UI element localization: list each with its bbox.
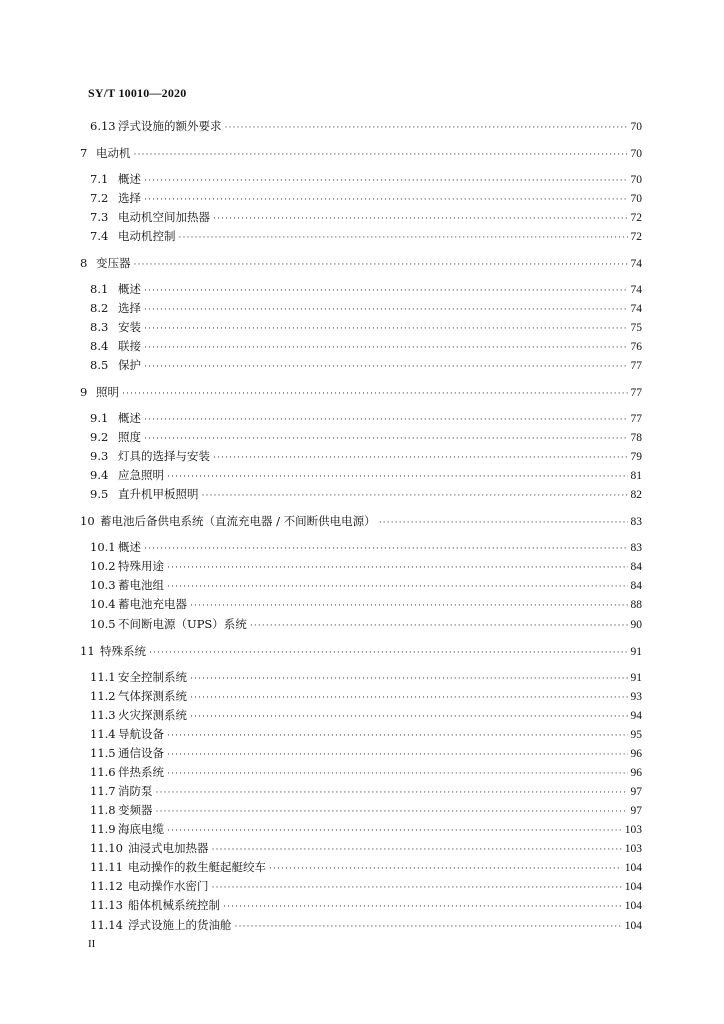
dot-leader [213, 211, 628, 225]
toc-entry-number: 9 [80, 385, 88, 399]
toc-entry-number: 10 [80, 514, 95, 528]
toc-entry-page: 97 [630, 805, 642, 817]
toc-entry[interactable] [90, 803, 642, 818]
toc-entry-page: 79 [630, 451, 642, 463]
toc-entry-page: 91 [630, 646, 642, 658]
toc-entry-page: 103 [624, 824, 642, 836]
toc-entry-page: 104 [624, 900, 642, 912]
toc-entry-title: 概述 [118, 172, 141, 186]
toc-entry-number: 11.8 [90, 803, 116, 817]
toc-entry-title: 船体机械系统控制 [128, 898, 220, 912]
dot-leader [144, 321, 628, 335]
toc-entry-page: 96 [630, 767, 642, 779]
toc-entry[interactable] [90, 320, 642, 335]
toc-entry-title: 照明 [96, 385, 119, 399]
toc-entry-number: 8.1 [90, 282, 109, 296]
dot-leader [144, 412, 628, 426]
toc-entry-title: 特殊系统 [100, 644, 146, 658]
dot-leader [134, 257, 628, 271]
toc-entry[interactable] [90, 172, 642, 187]
dot-leader [149, 645, 628, 659]
toc-entry[interactable] [80, 385, 642, 400]
toc-entry-number: 8.4 [90, 339, 109, 353]
toc-entry-page: 70 [630, 174, 642, 186]
dot-leader [144, 192, 628, 206]
toc-entry-title: 消防泵 [118, 784, 153, 798]
dot-leader [167, 560, 628, 574]
dot-leader [144, 302, 628, 316]
dot-leader [190, 598, 628, 612]
toc-entry-page: 97 [630, 786, 642, 798]
toc-entry[interactable] [90, 540, 642, 555]
toc-entry-number: 7.4 [90, 229, 109, 243]
toc-entry-number: 9.4 [90, 468, 109, 482]
toc-entry-title: 选择 [118, 191, 141, 205]
toc-entry-number: 11 [80, 644, 95, 658]
toc-entry[interactable] [90, 301, 642, 316]
dot-leader [167, 728, 628, 742]
toc-entry[interactable] [90, 841, 642, 856]
toc-entry[interactable] [90, 708, 642, 723]
toc-entry-title: 概述 [118, 282, 141, 296]
toc-entry-number: 9.5 [90, 487, 109, 501]
dot-leader [167, 469, 628, 483]
toc-entry-title: 电动机 [96, 146, 131, 160]
toc-entry-title: 特殊用途 [118, 559, 164, 573]
toc-entry[interactable] [90, 358, 642, 373]
toc-entry-number: 10.1 [90, 540, 116, 554]
dot-leader [144, 541, 628, 555]
toc-entry-title: 电动机控制 [118, 229, 176, 243]
toc-entry[interactable] [90, 339, 642, 354]
toc-entry-page: 78 [630, 432, 642, 444]
toc-entry-title: 气体探测系统 [118, 689, 187, 703]
toc-entry-page: 72 [630, 231, 642, 243]
dot-leader [225, 120, 628, 134]
toc-entry-page: 77 [630, 413, 642, 425]
toc-entry-number: 11.2 [90, 689, 116, 703]
toc-entry-title: 选择 [118, 301, 141, 315]
toc-entry-number: 11.7 [90, 784, 116, 798]
dot-leader [190, 709, 628, 723]
toc-entry-page: 81 [630, 470, 642, 482]
toc-entry-page: 91 [630, 672, 642, 684]
dot-leader [144, 431, 628, 445]
toc-entry-page: 88 [630, 599, 642, 611]
toc-entry-title: 导航设备 [118, 727, 164, 741]
dot-leader [167, 579, 628, 593]
toc-entry-title: 电动操作的救生艇起艇绞车 [128, 860, 266, 874]
dot-leader [250, 618, 628, 632]
toc-entry-number: 7 [80, 146, 88, 160]
toc-entry-title: 安装 [118, 320, 141, 334]
toc-entry[interactable] [90, 449, 642, 464]
dot-leader [223, 899, 622, 913]
toc-entry[interactable] [90, 430, 642, 445]
dot-leader [144, 173, 628, 187]
toc-entry-page: 70 [630, 121, 642, 133]
toc-entry-number: 10.2 [90, 559, 116, 573]
toc-entry[interactable] [90, 898, 642, 913]
dot-leader [202, 488, 628, 502]
toc-entry-title: 通信设备 [118, 746, 164, 760]
toc-entry-page: 84 [630, 561, 642, 573]
toc-entry-number: 8.5 [90, 358, 109, 372]
toc-entry-number: 10.3 [90, 578, 116, 592]
toc-entry-title: 概述 [118, 540, 141, 554]
toc-entry[interactable] [90, 487, 642, 502]
toc-entry[interactable] [80, 256, 642, 271]
toc-entry[interactable] [90, 597, 642, 612]
toc-entry[interactable] [90, 559, 642, 574]
toc-entry[interactable] [90, 119, 642, 134]
toc-entry-title: 蓄电池后备供电系统（直流充电器 / 不间断供电电源） [100, 514, 376, 528]
toc-entry-page: 74 [630, 284, 642, 296]
dot-leader [144, 359, 628, 373]
dot-leader [122, 386, 628, 400]
dot-leader [190, 671, 628, 685]
dot-leader [212, 880, 622, 894]
toc-entry-page: 90 [630, 619, 642, 631]
toc-entry-number: 8.3 [90, 320, 109, 334]
toc-entry-title: 保护 [118, 358, 141, 372]
toc-entry-title: 伴热系统 [118, 765, 164, 779]
toc-entry-page: 77 [630, 387, 642, 399]
toc-entry-number: 11.6 [90, 765, 116, 779]
toc-entry[interactable] [90, 689, 642, 704]
toc-entry-page: 75 [630, 322, 642, 334]
toc-entry-page: 104 [624, 920, 642, 932]
toc-entry-title: 海底电缆 [118, 822, 164, 836]
dot-leader [269, 861, 622, 875]
dot-leader [213, 450, 628, 464]
toc-entry-title: 应急照明 [118, 468, 164, 482]
toc-entry-title: 蓄电池组 [118, 578, 164, 592]
toc-entry-title: 概述 [118, 411, 141, 425]
toc-entry-page: 74 [630, 303, 642, 315]
toc-entry-title: 电动机空间加热器 [118, 210, 210, 224]
toc-entry[interactable] [90, 282, 642, 297]
toc-entry[interactable] [80, 644, 642, 659]
toc-entry[interactable] [90, 411, 642, 426]
dot-leader [212, 842, 622, 856]
toc-entry[interactable] [90, 210, 642, 225]
toc-entry-number: 8.2 [90, 301, 109, 315]
dot-leader [144, 283, 628, 297]
toc-entry[interactable] [90, 578, 642, 593]
toc-entry-number: 7.3 [90, 210, 109, 224]
toc-entry-title: 变频器 [118, 803, 153, 817]
toc-entry-number: 11.3 [90, 708, 116, 722]
toc-entry-number: 8 [80, 256, 88, 270]
toc-entry-title: 浮式设施上的货油舱 [128, 918, 232, 932]
toc-entry-title: 照度 [118, 430, 141, 444]
toc-entry-title: 电动操作水密门 [128, 879, 209, 893]
dot-leader [167, 766, 628, 780]
toc-entry-page: 84 [630, 580, 642, 592]
toc-entry-page: 83 [630, 516, 642, 528]
toc-entry-page: 72 [630, 212, 642, 224]
toc-entry[interactable] [90, 617, 642, 632]
toc-entry[interactable] [80, 514, 642, 529]
toc-entry-page: 96 [630, 748, 642, 760]
dot-leader [379, 515, 628, 529]
toc-entry-title: 灯具的选择与安装 [118, 449, 210, 463]
toc-entry-page: 94 [630, 710, 642, 722]
toc-entry-page: 74 [630, 258, 642, 270]
toc-entry-title: 蓄电池充电器 [118, 597, 187, 611]
dot-leader [167, 747, 628, 761]
toc-entry-page: 70 [630, 148, 642, 160]
toc-entry[interactable] [90, 879, 642, 894]
toc-entry[interactable] [90, 670, 642, 685]
toc-entry[interactable] [90, 765, 642, 780]
dot-leader [190, 690, 628, 704]
toc-entry-title: 安全控制系统 [118, 670, 187, 684]
toc-entry-number: 7.1 [90, 172, 109, 186]
toc-entry-page: 70 [630, 193, 642, 205]
dot-leader [134, 147, 628, 161]
toc-entry[interactable] [90, 918, 642, 933]
toc-entry-page: 82 [630, 489, 642, 501]
toc-entry-number: 11.5 [90, 746, 116, 760]
toc-entry-number: 11.10 [90, 841, 123, 855]
toc-entry-page: 93 [630, 691, 642, 703]
dot-leader [156, 785, 628, 799]
dot-leader [235, 919, 622, 933]
toc-entry[interactable] [90, 468, 642, 483]
dot-leader [156, 804, 628, 818]
toc-entry-title: 变压器 [96, 256, 131, 270]
toc-entry-number: 10.5 [90, 617, 116, 631]
toc-entry[interactable] [90, 860, 642, 875]
toc-entry-number: 7.2 [90, 191, 109, 205]
toc-entry-number: 9.1 [90, 411, 109, 425]
toc-entry-page: 103 [624, 843, 642, 855]
toc-entry-number: 11.11 [90, 860, 123, 874]
toc-entry-page: 104 [624, 881, 642, 893]
toc-entry-number: 11.12 [90, 879, 123, 893]
standard-code-header: SY/T 10010—2020 [88, 86, 187, 100]
toc-entry-number: 11.1 [90, 670, 116, 684]
toc-entry[interactable] [90, 191, 642, 206]
toc-entry[interactable] [90, 746, 642, 761]
toc-entry-number: 9.2 [90, 430, 109, 444]
toc-entry-page: 77 [630, 360, 642, 372]
toc-entry[interactable] [90, 727, 642, 742]
toc-entry-number: 11.9 [90, 822, 116, 836]
toc-entry-number: 11.4 [90, 727, 116, 741]
toc-entry-number: 9.3 [90, 449, 109, 463]
toc-entry-number: 11.14 [90, 918, 123, 932]
toc-entry-page: 104 [624, 862, 642, 874]
toc-entry-title: 不间断电源（UPS）系统 [118, 617, 247, 631]
toc-entry-page: 95 [630, 729, 642, 741]
toc-entry-number: 11.13 [90, 898, 123, 912]
toc-entry-title: 联接 [118, 339, 141, 353]
toc-entry[interactable] [90, 822, 642, 837]
toc-entry[interactable] [90, 229, 642, 244]
toc-entry-page: 76 [630, 341, 642, 353]
dot-leader [167, 823, 622, 837]
toc-entry-title: 火灾探测系统 [118, 708, 187, 722]
toc-entry[interactable] [90, 784, 642, 799]
toc-entry-title: 浮式设施的额外要求 [118, 119, 222, 133]
toc-entry-page: 83 [630, 542, 642, 554]
toc-entry-title: 直升机甲板照明 [118, 487, 199, 501]
dot-leader [144, 340, 628, 354]
page-number: II [88, 938, 96, 950]
dot-leader [179, 230, 628, 244]
toc-entry-number: 10.4 [90, 597, 116, 611]
toc-entry[interactable] [80, 146, 642, 161]
toc-entry-number: 6.13 [90, 119, 116, 133]
toc-entry-title: 油浸式电加热器 [128, 841, 209, 855]
